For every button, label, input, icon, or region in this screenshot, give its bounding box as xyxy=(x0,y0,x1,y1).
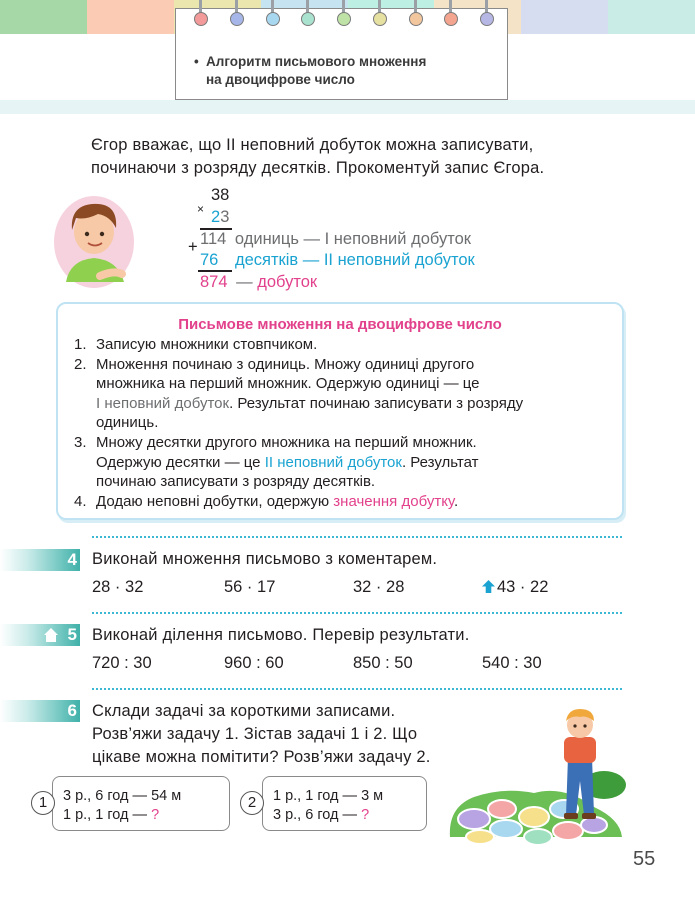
ring-icon xyxy=(230,0,244,27)
rule-list xyxy=(74,335,614,511)
multiplicand: 38 xyxy=(211,186,230,204)
task-4-expression-advanced xyxy=(482,578,548,597)
top-bar-segment xyxy=(87,0,174,34)
task-5-expression: 960 : 60 xyxy=(224,654,284,672)
intro-line: Єгор вважає, що II неповний добуток можна записувати, xyxy=(91,136,534,154)
task-5-marker xyxy=(0,624,80,646)
rule-item-number: 4. xyxy=(74,492,87,510)
rule-item xyxy=(74,433,614,492)
rule-title: Письмове множення на двоцифрове число xyxy=(178,316,502,333)
rule-term-cyan: II неповний добуток xyxy=(264,453,402,471)
rule-term-gray: I неповний добуток xyxy=(96,394,230,412)
task-4-expression: 28 · 32 xyxy=(92,578,144,596)
notepad-rings xyxy=(194,0,494,27)
partial-product-1-value: 114 xyxy=(200,230,227,248)
record-lines xyxy=(63,787,181,825)
boy-avatar xyxy=(52,190,140,290)
topic-notepad xyxy=(175,8,508,100)
rule-item xyxy=(74,335,614,355)
partial-product-2-label: десятків — II неповний добуток xyxy=(234,251,475,269)
task-6-marker xyxy=(0,700,80,722)
task-4-expression: 32 · 28 xyxy=(353,578,405,596)
task-4-marker xyxy=(0,549,80,571)
task-6-text xyxy=(92,700,431,769)
rule-item-number: 2. xyxy=(74,355,87,373)
task-6-line: Розв’яжи задачу 1. Зістав задачі 1 і 2. Що xyxy=(92,725,418,743)
result-row xyxy=(200,272,317,292)
section-divider xyxy=(92,688,622,690)
section-divider xyxy=(92,536,622,538)
rule-item xyxy=(74,355,614,433)
ring-icon xyxy=(266,0,280,27)
rule-item-number: 1. xyxy=(74,336,87,353)
record-line-text: 1 р., 1 год — xyxy=(63,807,152,823)
record-lines xyxy=(273,787,383,825)
task-number: 6 xyxy=(67,701,77,720)
task-4-expression: 43 · 22 xyxy=(497,578,549,596)
record-line xyxy=(63,806,181,825)
ring-icon xyxy=(301,0,315,27)
task-6-line: цікаве можна помітити? Розв’яжи задачу 2. xyxy=(92,748,431,766)
rule-item-line xyxy=(96,394,614,414)
record-line-text: 3 р., 6 год — xyxy=(273,807,362,823)
partial-product-1 xyxy=(200,229,471,249)
task-4-expression: 56 · 17 xyxy=(224,578,276,596)
plus-sign: + xyxy=(188,238,198,256)
rule-item-line: Множення починаю з одиниць. Множу одиниці другого xyxy=(96,355,475,373)
bullet-icon: • xyxy=(194,54,199,69)
intro-text xyxy=(91,134,631,180)
result-dash: — xyxy=(236,273,253,291)
multiplier-tens-digit: 2 xyxy=(211,208,221,226)
top-bar-segment xyxy=(521,0,608,34)
rule-item-text: . Результат починаю записувати з розряду xyxy=(229,394,524,412)
task-5-text: Виконай ділення письмово. Перевір результати. xyxy=(92,626,470,644)
task-number: 5 xyxy=(67,625,77,644)
topic-title-line: на двоцифрове число xyxy=(206,72,355,87)
rule-term-pink: значення добутку xyxy=(333,492,454,510)
header-band xyxy=(0,100,695,114)
rule-item-text: Додаю неповні добутки, одержую xyxy=(96,492,334,510)
task-4-text: Виконай множення письмово з коментарем. xyxy=(92,550,438,568)
task-6-line: Склади задачі за короткими записами. xyxy=(92,702,396,720)
partial-product-2-value: 76 xyxy=(200,251,219,269)
ring-icon xyxy=(194,0,208,27)
rule-item-text: . xyxy=(453,492,459,510)
multiplier xyxy=(211,207,229,227)
rule-item-line: Множу десятки другого множника на перший множник. xyxy=(96,433,477,451)
rule-item-text: Записую множники стовпчиком. xyxy=(96,336,318,353)
rule-item-number: 3. xyxy=(74,433,87,451)
times-sign: × xyxy=(197,202,205,216)
rule-item-line: починаю записувати з розряду десятків. xyxy=(96,473,376,491)
record-number-badge: 1 xyxy=(31,791,55,815)
house-icon xyxy=(44,628,58,642)
short-record-2 xyxy=(262,776,427,831)
ring-icon xyxy=(444,0,458,27)
rule-item-text: Одержую десятки — це xyxy=(96,453,265,471)
short-record-1 xyxy=(52,776,230,831)
rule-item-text: . Результат xyxy=(401,453,479,471)
top-bar-segment xyxy=(608,0,695,34)
ring-icon xyxy=(409,0,423,27)
ring-icon xyxy=(373,0,387,27)
record-line: 3 р., 6 год — 54 м xyxy=(63,788,182,804)
task-5-expression: 720 : 30 xyxy=(92,654,152,672)
record-line: 1 р., 1 год — 3 м xyxy=(273,788,384,804)
partial-product-2 xyxy=(200,250,475,270)
question-mark: ? xyxy=(151,807,160,823)
ring-icon xyxy=(337,0,351,27)
rule-item-line: одиниць. xyxy=(96,414,159,432)
multiplier-units-digit: 3 xyxy=(220,208,230,226)
boy-with-stones-illustration xyxy=(444,697,634,847)
up-arrow-icon xyxy=(482,580,495,593)
top-bar-segment xyxy=(0,0,87,34)
partial-product-1-label: одиниць — I неповний добуток xyxy=(234,230,471,248)
task-5-expression: 850 : 50 xyxy=(353,654,413,672)
record-line xyxy=(273,806,383,825)
record-number-badge: 2 xyxy=(240,791,264,815)
task-5-expression: 540 : 30 xyxy=(482,654,542,672)
intro-line: починаючи з розряду десятків. Прокоментуй запис Єгора. xyxy=(91,159,545,177)
ring-icon xyxy=(480,0,494,27)
rule-box xyxy=(56,302,624,520)
topic-title xyxy=(194,53,427,89)
result-label: добуток xyxy=(257,273,318,291)
question-mark: ? xyxy=(361,807,370,823)
rule-item xyxy=(74,492,614,512)
task-number: 4 xyxy=(67,550,77,569)
result-value: 874 xyxy=(200,273,228,291)
rule-item-line: множника на перший множник. Одержую одиниці — це xyxy=(96,375,480,393)
topic-title-line: Алгоритм письмового множення xyxy=(206,54,427,69)
rule-item-line xyxy=(96,453,614,473)
page-number: 55 xyxy=(633,848,656,870)
section-divider xyxy=(92,612,622,614)
